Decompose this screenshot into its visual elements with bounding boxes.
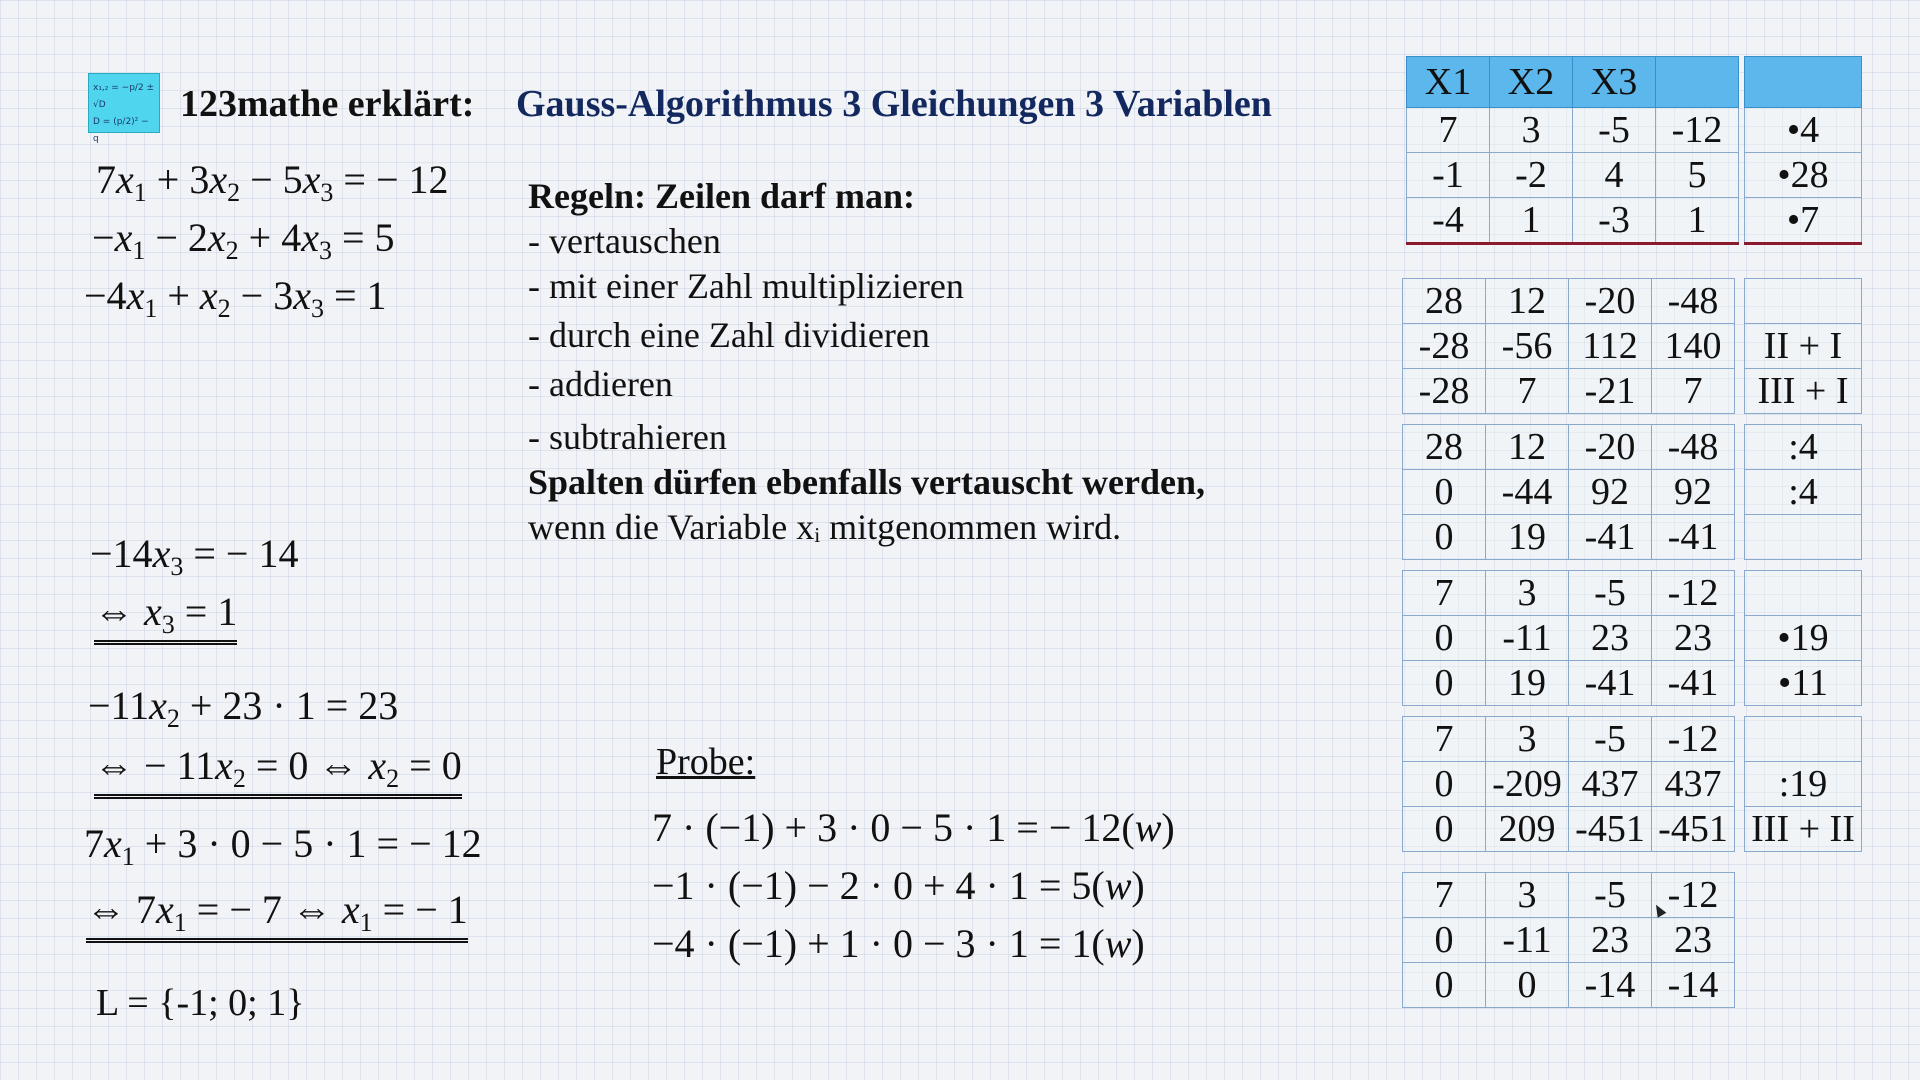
matrix-row [1403, 616, 1735, 661]
matrix-cell: 4 [1573, 153, 1656, 198]
matrix-cell: 12 [1486, 425, 1569, 470]
matrix-cell: 7 [1407, 108, 1490, 153]
logo-formula-2: D = (p/2)² − q [93, 117, 149, 145]
ops-cell [1745, 515, 1862, 560]
ops-cell: :4 [1745, 470, 1862, 515]
matrix-cell: -12 [1652, 571, 1735, 616]
rule-subtract: - subtrahieren [528, 417, 727, 457]
matrix-cell: 23 [1652, 918, 1735, 963]
matrix-cell: 140 [1652, 324, 1735, 369]
matrix-cell: -21 [1569, 369, 1652, 414]
ops-header [1745, 57, 1862, 108]
matrix-cell: 0 [1403, 762, 1486, 807]
matrix-row [1403, 515, 1735, 560]
matrix-row [1403, 279, 1735, 324]
equation-3 [84, 273, 387, 323]
matrix-cell: 92 [1652, 470, 1735, 515]
ops-cell [1745, 279, 1862, 324]
equation-3-text: $-4x_1 + x_2 - 3x_3 = 1$ [84, 273, 387, 323]
step-x1-result [86, 887, 468, 937]
matrix-header-x3: X3 [1573, 57, 1656, 108]
ops-block-5 [1744, 716, 1862, 852]
matrix-cell: -41 [1652, 661, 1735, 706]
matrix-cell: -5 [1569, 571, 1652, 616]
matrix-row [1403, 762, 1735, 807]
ops-cell: II + I [1745, 324, 1862, 369]
probe-heading: Probe: [656, 741, 756, 783]
step-x3-result [94, 589, 238, 639]
rule-multiply: - mit einer Zahl multiplizieren [528, 266, 964, 306]
probe-line-1: 7 · (−1) + 3 · 0 − 5 · 1 = − 12(w) [652, 805, 1175, 850]
step-x2-result [94, 743, 462, 793]
matrix-block-2 [1402, 278, 1735, 414]
matrix-block-3 [1402, 424, 1735, 560]
solution-set: L = {-1; 0; 1} [96, 982, 305, 1024]
matrix-cell: -5 [1569, 873, 1652, 918]
matrix-cell: -1 [1407, 153, 1490, 198]
matrix-cell: -12 [1656, 108, 1739, 153]
matrix-cell: -48 [1652, 279, 1735, 324]
matrix-cell: 0 [1403, 807, 1486, 852]
logo [88, 73, 160, 145]
ops-cell [1745, 717, 1862, 762]
matrix-cell: -5 [1573, 108, 1656, 153]
rule-swap: - vertauschen [528, 221, 721, 261]
ops-cell: •7 [1745, 198, 1862, 244]
matrix-cell: -56 [1486, 324, 1569, 369]
matrix-cell: -11 [1486, 616, 1569, 661]
matrix-cell: 5 [1656, 153, 1739, 198]
matrix-cell: 112 [1569, 324, 1652, 369]
equation-2 [92, 215, 395, 265]
matrix-cell: 1 [1656, 198, 1739, 244]
matrix-cell: -14 [1652, 963, 1735, 1008]
matrix-cell: 23 [1569, 918, 1652, 963]
matrix-row [1403, 571, 1735, 616]
matrix-cell: 7 [1403, 571, 1486, 616]
ops-cell: •11 [1745, 661, 1862, 706]
rules-note-bold: Spalten dürfen ebenfalls vertauscht werden, [528, 462, 1205, 502]
matrix-row [1403, 807, 1735, 852]
step-x3-result-text: ⇔ $x_3 = 1$ [94, 589, 237, 645]
ops-cell: •19 [1745, 616, 1862, 661]
matrix-cell: -2 [1490, 153, 1573, 198]
matrix-cell: 3 [1486, 571, 1569, 616]
matrix-cell: 0 [1403, 616, 1486, 661]
matrix-cell: 209 [1486, 807, 1569, 852]
equation-1-text: $7x_1 + 3x_2 - 5x_3$ = − 12 [96, 157, 449, 207]
matrix-cell: -41 [1569, 515, 1652, 560]
matrix-row [1407, 198, 1739, 244]
probe-line-2: −1 · (−1) − 2 · 0 + 4 · 1 = 5(w) [652, 863, 1145, 908]
matrix-cell: -28 [1403, 324, 1486, 369]
matrix-cell: 0 [1403, 470, 1486, 515]
matrix-cell: 437 [1569, 762, 1652, 807]
matrix-cell: -4 [1407, 198, 1490, 244]
step-x3-equation: $-14x_3$ = − 14 [90, 531, 299, 581]
rule-add: - addieren [528, 364, 673, 404]
matrix-cell: 92 [1569, 470, 1652, 515]
ops-block-1 [1744, 56, 1862, 245]
matrix-cell: 1 [1490, 198, 1573, 244]
matrix-cell: -48 [1652, 425, 1735, 470]
ops-block-2 [1744, 278, 1862, 414]
ops-block-4 [1744, 570, 1862, 706]
matrix-cell: -28 [1403, 369, 1486, 414]
ops-cell: :19 [1745, 762, 1862, 807]
matrix-cell: -11 [1486, 918, 1569, 963]
step-x1-equation: $7x_1 + 3 \cdot 0 - 5 \cdot 1$ = − 12 [84, 821, 482, 871]
matrix-cell: 23 [1652, 616, 1735, 661]
ops-cell: •28 [1745, 153, 1862, 198]
equation-2-text: $-x_1 - 2x_2 + 4x_3 = 5$ [92, 215, 395, 265]
ops-cell: •4 [1745, 108, 1862, 153]
matrix-cell: 3 [1490, 108, 1573, 153]
matrix-row [1403, 324, 1735, 369]
logo-formula-1: x₁,₂ = −p/2 ± √D [93, 83, 155, 111]
matrix-row [1403, 369, 1735, 414]
matrix-cell: 28 [1403, 279, 1486, 324]
ops-cell: III + I [1745, 369, 1862, 414]
ops-block-3 [1744, 424, 1862, 560]
rules-block [528, 174, 1205, 550]
step-x1-result-text: ⇔ $7x_1$ = − 7 ⇔ $x_1$ = − 1 [86, 887, 468, 943]
matrix-block-1 [1406, 56, 1739, 245]
matrix-block-6 [1402, 872, 1735, 1008]
matrix-row [1407, 108, 1739, 153]
matrix-row [1403, 873, 1735, 918]
matrix-cell: -14 [1569, 963, 1652, 1008]
matrix-row [1403, 918, 1735, 963]
matrix-cell: -12 [1652, 873, 1735, 918]
matrix-cell: 7 [1403, 717, 1486, 762]
matrix-row [1407, 153, 1739, 198]
matrix-cell: 3 [1486, 873, 1569, 918]
matrix-cell: 7 [1652, 369, 1735, 414]
matrix-cell: -451 [1569, 807, 1652, 852]
matrix-cell: -20 [1569, 279, 1652, 324]
matrix-cell: 3 [1486, 717, 1569, 762]
matrix-cell: 0 [1403, 918, 1486, 963]
matrix-cell: -209 [1486, 762, 1569, 807]
matrix-cell: 7 [1403, 873, 1486, 918]
matrix-header-x1: X1 [1407, 57, 1490, 108]
matrix-cell: 19 [1486, 661, 1569, 706]
matrix-cell: -12 [1652, 717, 1735, 762]
matrix-cell: 0 [1403, 661, 1486, 706]
matrix-header-rhs [1656, 57, 1739, 108]
matrix-cell: 437 [1652, 762, 1735, 807]
matrix-row [1403, 470, 1735, 515]
rule-divide: - durch eine Zahl dividieren [528, 315, 930, 355]
probe-line-3: −4 · (−1) + 1 · 0 − 3 · 1 = 1(w) [652, 921, 1145, 966]
matrix-cell: -3 [1573, 198, 1656, 244]
ops-cell: :4 [1745, 425, 1862, 470]
rules-heading: Regeln: Zeilen darf man: [528, 176, 915, 216]
matrix-cell: -41 [1569, 661, 1652, 706]
matrix-cell: 23 [1569, 616, 1652, 661]
ops-cell: III + II [1745, 807, 1862, 852]
matrix-row [1403, 963, 1735, 1008]
matrix-cell: 28 [1403, 425, 1486, 470]
equation-1 [96, 157, 449, 207]
matrix-cell: 0 [1403, 963, 1486, 1008]
matrix-cell: -44 [1486, 470, 1569, 515]
matrix-cell: -20 [1569, 425, 1652, 470]
brand-label: 123mathe erklärt: [180, 83, 475, 125]
matrix-cell: 0 [1486, 963, 1569, 1008]
step-x2-equation: $-11x_2 + 23 \cdot 1 = 23$ [88, 683, 399, 733]
ops-cell [1745, 571, 1862, 616]
matrix-block-5 [1402, 716, 1735, 852]
matrix-row [1403, 661, 1735, 706]
matrix-row [1403, 425, 1735, 470]
matrix-block-4 [1402, 570, 1735, 706]
matrix-cell: 19 [1486, 515, 1569, 560]
matrix-cell: -451 [1652, 807, 1735, 852]
matrix-cell: -41 [1652, 515, 1735, 560]
matrix-cell: 0 [1403, 515, 1486, 560]
matrix-cell: 7 [1486, 369, 1569, 414]
matrix-cell: -5 [1569, 717, 1652, 762]
rules-note: wenn die Variable xᵢ mitgenommen wird. [528, 507, 1122, 547]
page-title: Gauss-Algorithmus 3 Gleichungen 3 Variablen [516, 83, 1272, 125]
matrix-cell: 12 [1486, 279, 1569, 324]
matrix-row [1403, 717, 1735, 762]
matrix-header-x2: X2 [1490, 57, 1573, 108]
step-x2-result-text: ⇔ − $11x_2 = 0$ ⇔ $x_2 = 0$ [94, 743, 462, 799]
